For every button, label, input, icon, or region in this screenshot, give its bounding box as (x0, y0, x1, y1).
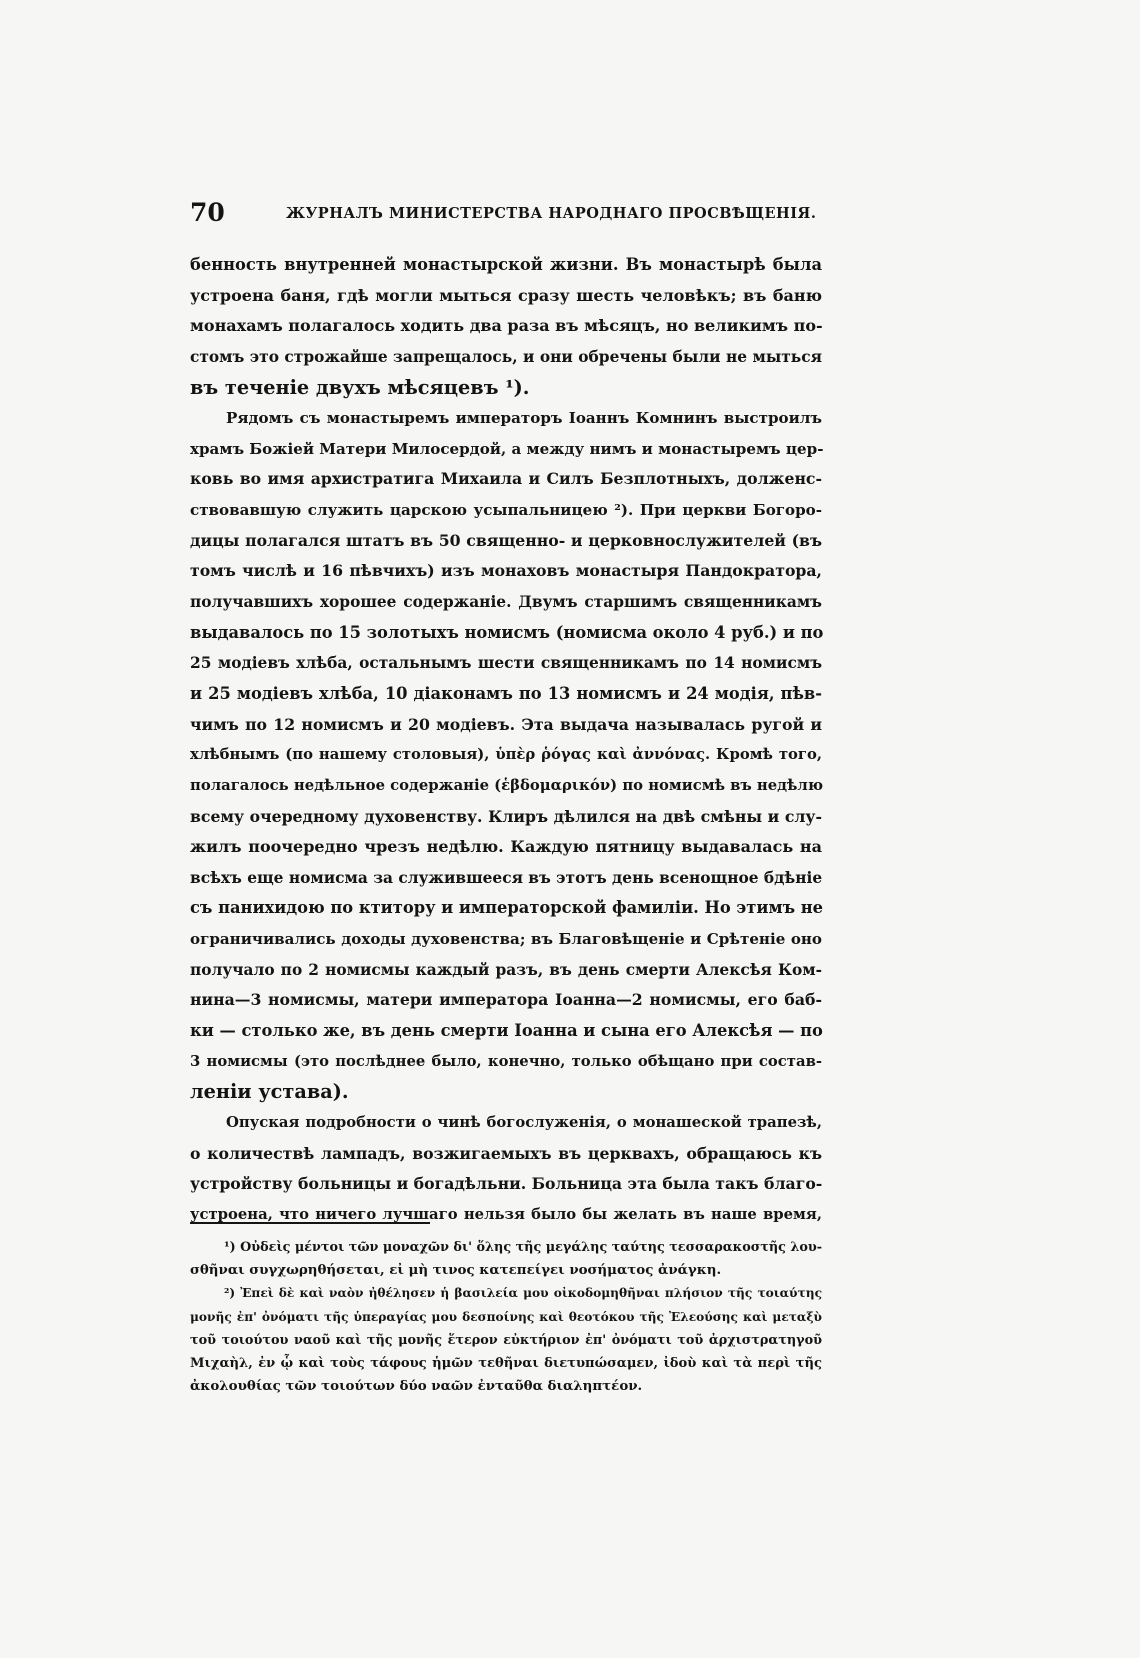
text-line: устроена, что ничего лучшаго нельзя было бы желать въ наше время, (190, 1205, 822, 1223)
footnote-divider (190, 1222, 430, 1224)
footnote-line: ἀκολουθίας τῶν τοιούτων δύο ναῶν ἐνταῦθα διαληπτέον. (190, 1378, 643, 1395)
page-number: 70 (190, 198, 225, 227)
text-line: выдавалось по 15 золотыхъ номисмъ (номисма около 4 руб.) и по (190, 622, 824, 642)
text-line: чимъ по 12 номисмъ и 20 модіевъ. Эта выдача называлась ругой и (190, 714, 822, 734)
text-line: ствовавшую служить царскою усыпальницею ²). При церкви Богоро- (190, 501, 822, 520)
footnote-line: μονῆς ἐπ' ὀνόματι τῆς ὑπεραγίας μου δεσποίνης καὶ θεοτόκου τῆς Ἐλεούσης καὶ μεταξὺ (190, 1309, 822, 1324)
running-head: ЖУРНАЛЪ МИНИСТЕРСТВА НАРОДНАГО ПРОСВѢЩЕНІЯ. (286, 205, 817, 222)
text-line: бенность внутренней монастырской жизни. Въ монастырѣ была (190, 255, 822, 274)
text-line: ковь во имя архистратига Михаила и Силъ Безплотныхъ, долженс- (190, 469, 822, 489)
footnotes (190, 1236, 822, 1398)
text-line: дицы полагался штатъ въ 50 священно- и церковнослужителей (въ (190, 530, 822, 550)
text-line: получавшихъ хорошее содержаніе. Двумъ старшимъ священникамъ (190, 593, 822, 612)
paragraph-start-line: Рядомъ съ монастыремъ императоръ Іоаннъ Комнинъ выстроилъ (226, 409, 822, 428)
text-line: стомъ это строжайше запрещалось, и они обречены были не мыться (190, 347, 822, 366)
text-line: жилъ поочередно чрезъ недѣлю. Каждую пятницу выдавалась на (190, 837, 822, 857)
footnote-line: Μιχαὴλ, ἐν ᾧ καὶ τοὺς τάφους ἡμῶν τεθῆναι διετυπώσαμεν, ἰδοὺ καὶ τὰ περὶ τῆς (190, 1355, 822, 1371)
text-line: устроена баня, гдѣ могли мыться сразу шесть человѣкъ; въ баню (190, 285, 822, 305)
text-line: о количествѣ лампадъ, возжигаемыхъ въ церквахъ, обращаюсь къ (190, 1143, 822, 1163)
text-line: храмъ Божіей Матери Милосердой, а между нимъ и монастыремъ цер- (190, 439, 824, 458)
page-header (190, 198, 822, 238)
text-line: 3 номисмы (это послѣднее было, конечно, только обѣщано при состав- (190, 1052, 822, 1070)
paragraph-start-line: Опуская подробности о чинѣ богослуженія, о монашеской трапезѣ, (226, 1113, 822, 1131)
text-line: всему очередному духовенству. Клиръ дѣлился на двѣ смѣны и слу- (190, 806, 822, 826)
footnote-line: τοῦ τοιούτου ναοῦ καὶ τῆς μονῆς ἕτερον εὐκτήριον ἐπ' ὀνόματι τοῦ ἀρχιστρατηγοῦ (190, 1332, 822, 1348)
footnote-line: ²) Ἐπεὶ δὲ καὶ ναὸν ἠθέλησεν ἡ βασιλεία μου οἰκοδομηθῆναι πλήσιον τῆς τοιαύτης (224, 1286, 822, 1301)
text-line: устройству больницы и богадѣльни. Больница эта была такъ благо- (190, 1174, 823, 1194)
text-line: 25 модіевъ хлѣба, остальнымъ шести священникамъ по 14 номисмъ (190, 654, 822, 673)
text-line: и 25 модіевъ хлѣба, 10 діаконамъ по 13 номисмъ и 24 модія, пѣв- (190, 683, 822, 703)
text-line: полагалось недѣльное содержаніе (ἑβδομαρικόν) по номисмѣ въ недѣлю (190, 776, 824, 794)
text-line: монахамъ полагалось ходить два раза въ мѣсяцъ, но великимъ по- (190, 316, 823, 336)
text-line: съ панихидою по ктитору и императорской фамиліи. Но этимъ не (190, 898, 824, 918)
text-line: въ теченіе двухъ мѣсяцевъ ¹). (190, 375, 530, 399)
text-line: ограничивались доходы духовенства; въ Благовѣщеніе и Срѣтеніе оно (190, 930, 822, 949)
text-line: хлѣбнымъ (по нашему столовыя), ὑπὲρ ῥόγας καὶ ἀννόνας. Кромѣ того, (190, 746, 822, 764)
text-line: всѣхъ еще номисма за служившееся въ этотъ день всенощное бдѣніе (190, 868, 823, 887)
text-line: нина—3 номисмы, матери императора Іоанна—2 номисмы, его баб- (190, 990, 822, 1010)
footnote-line: ¹) Οὐδεὶς μέντοι τῶν μοναχῶν δι' ὅλης τῆς μεγάλης ταύτης τεσσαρακοστῆς λου- (224, 1240, 823, 1255)
footnote-line: σθῆναι συγχωρηθήσεται, εἰ μὴ τινος κατεπείγει νοσήματος ἀνάγκη. (190, 1262, 722, 1279)
body-text (190, 250, 822, 1231)
text-line: томъ числѣ и 16 пѣвчихъ) изъ монаховъ монастыря Пандократора, (190, 561, 822, 581)
text-line: ки — столько же, въ день смерти Іоанна и сына его Алексѣя — по (190, 1021, 823, 1041)
text-line: получало по 2 номисмы каждый разъ, въ день смерти Алексѣя Ком- (190, 960, 822, 979)
text-line: леніи устава). (190, 1080, 349, 1104)
